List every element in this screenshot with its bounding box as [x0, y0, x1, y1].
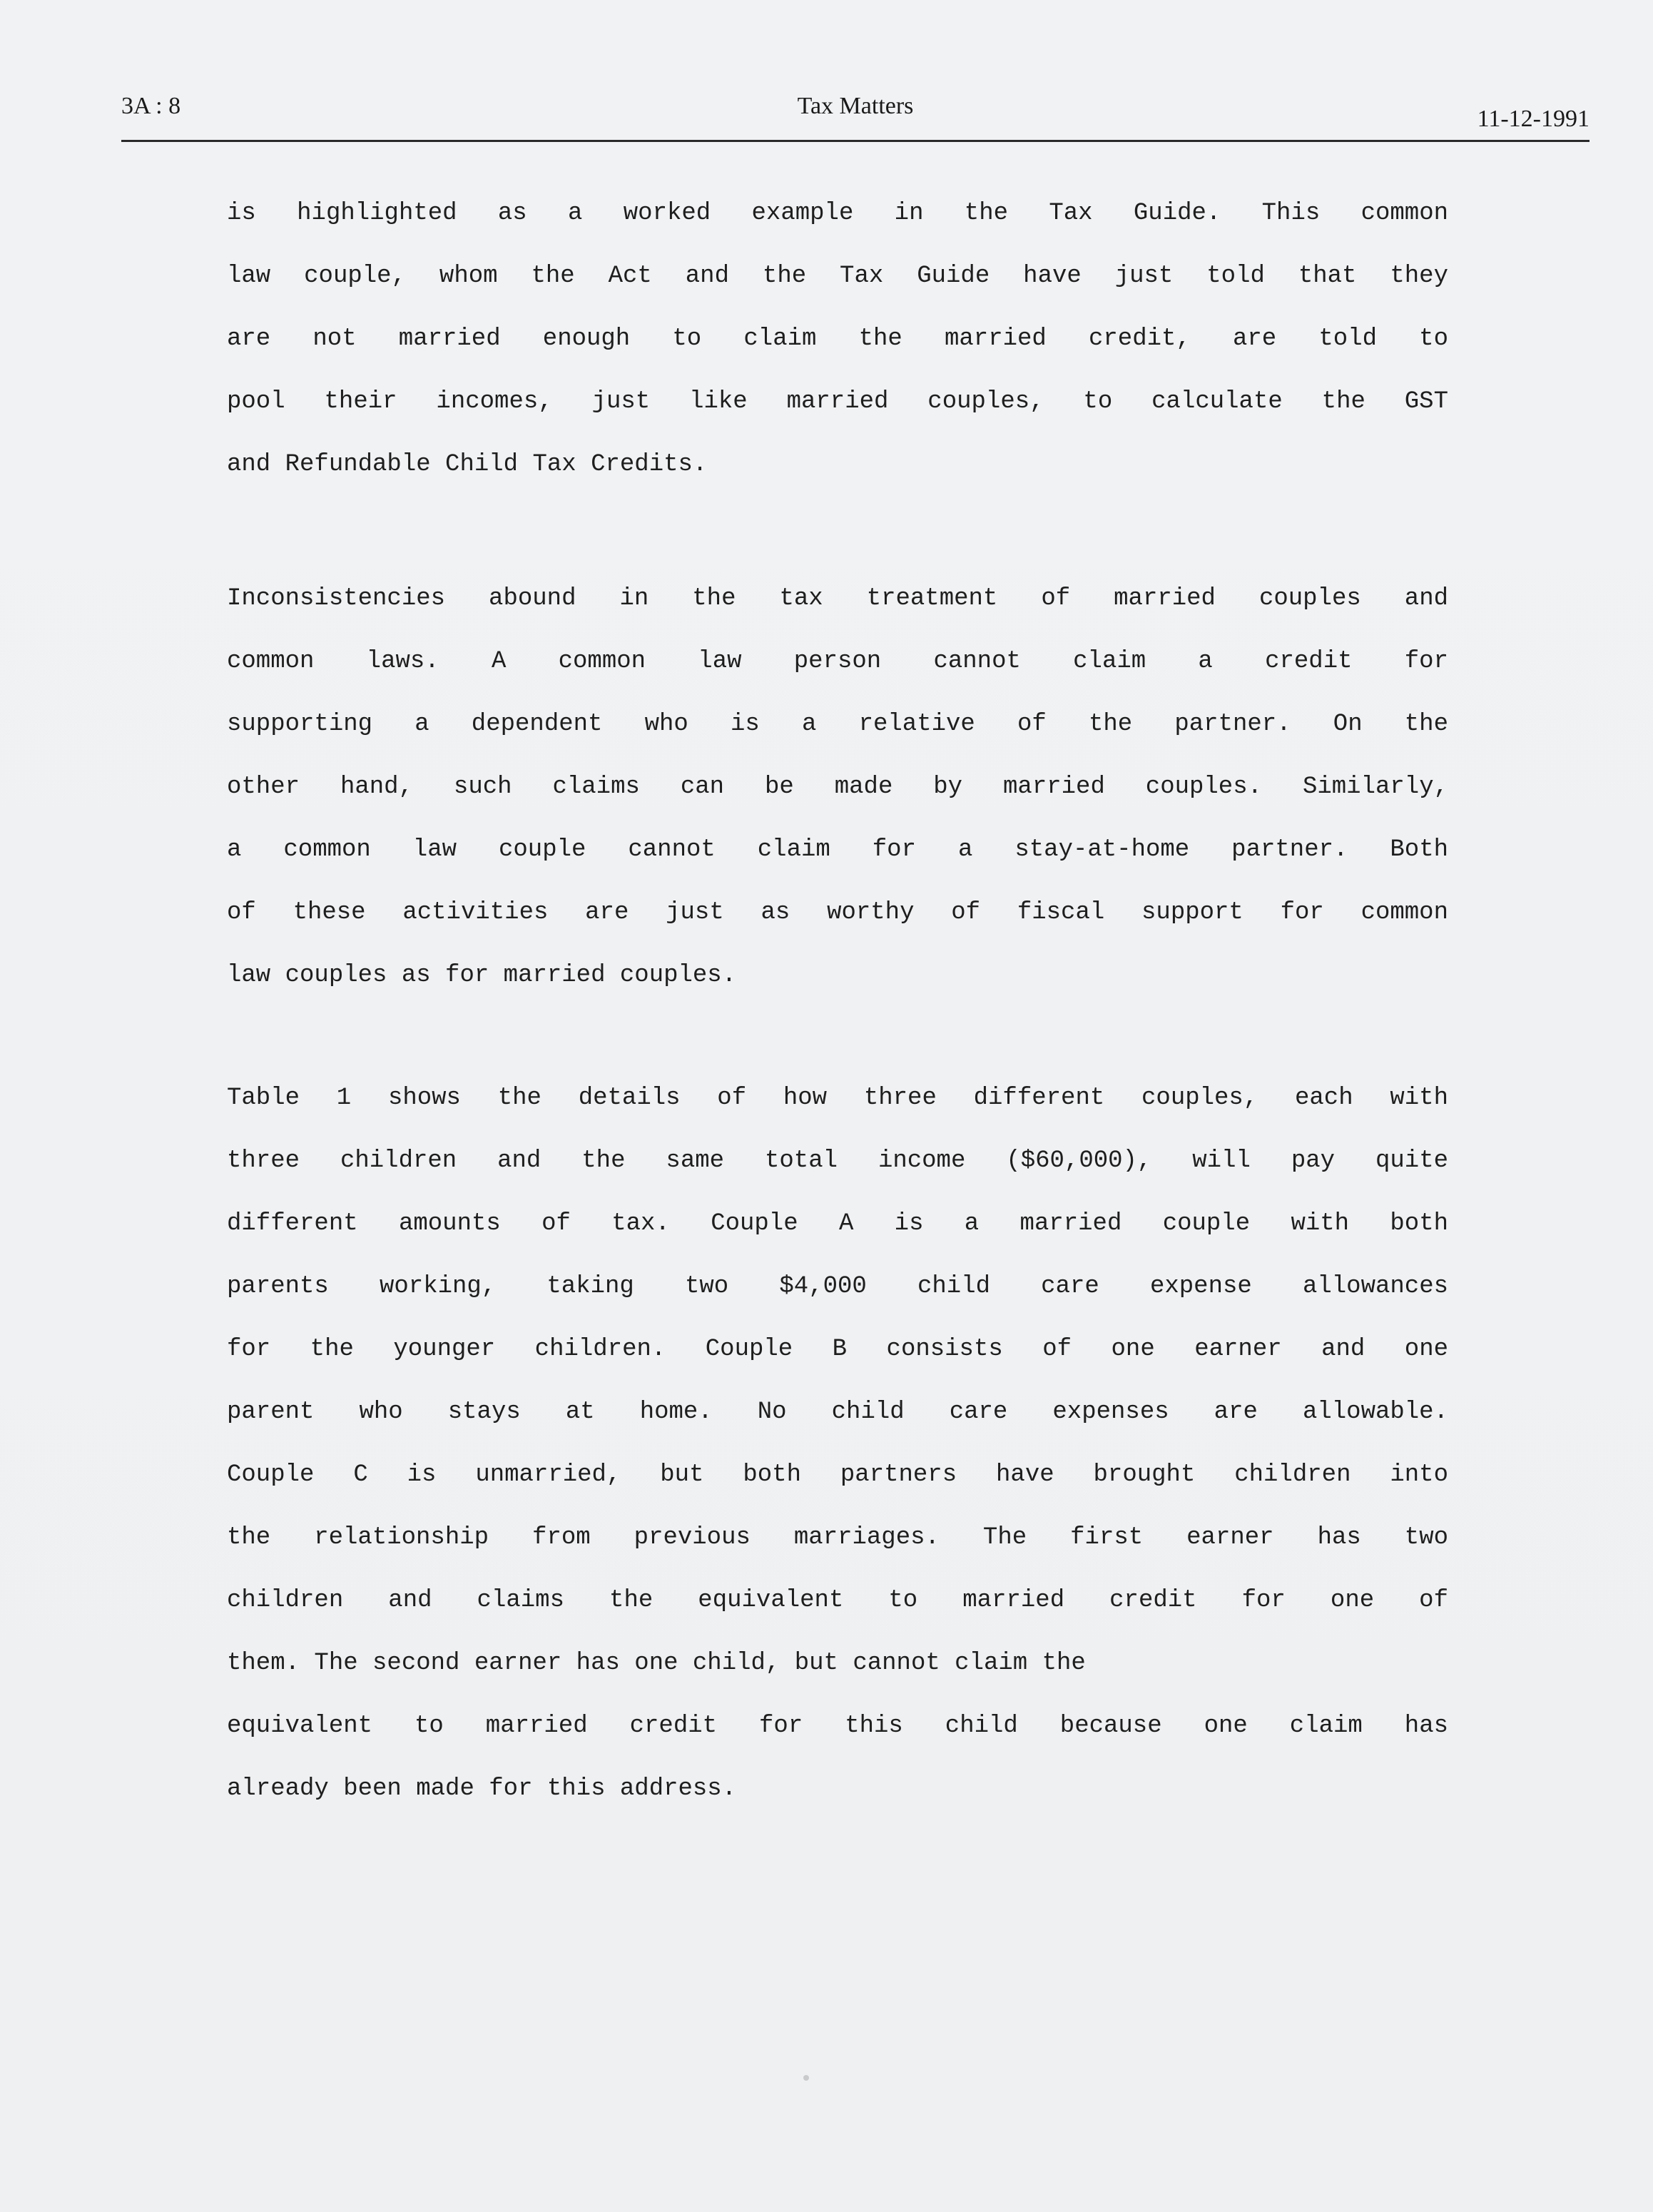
text-line: supporting a dependent who is a relative of the partner. On the	[227, 711, 1448, 738]
text-line: parent who stays at home. No child care expenses are allowable.	[227, 1399, 1448, 1426]
section-number: 3A : 8	[121, 93, 181, 119]
text-line: equivalent to married credit for this child because one claim has	[227, 1713, 1448, 1740]
running-title: Tax Matters	[797, 93, 914, 119]
text-line: already been made for this address.	[227, 1775, 737, 1802]
text-line: law couples as for married couples.	[227, 962, 737, 989]
text-line: pool their incomes, just like married couples, to calculate the GST	[227, 388, 1448, 415]
text-line: Inconsistencies abound in the tax treatment of married couples and	[227, 585, 1448, 612]
text-line: other hand, such claims can be made by married couples. Similarly,	[227, 773, 1448, 801]
text-line: for the younger children. Couple B consists of one earner and one	[227, 1336, 1448, 1363]
paragraph-3	[227, 1067, 1448, 1820]
text-line: common laws. A common law person cannot claim a credit for	[227, 648, 1448, 675]
text-line: Couple C is unmarried, but both partners have brought children into	[227, 1461, 1448, 1488]
text-line: three children and the same total income ($60,000), will pay quite	[227, 1147, 1448, 1175]
paragraph-1	[227, 182, 1448, 496]
paragraph-2	[227, 567, 1448, 1007]
text-line: a common law couple cannot claim for a stay-at-home partner. Both	[227, 836, 1448, 863]
text-line: law couple, whom the Act and the Tax Guide have just told that they	[227, 263, 1448, 290]
paper-speck	[803, 2075, 809, 2081]
text-line: are not married enough to claim the married credit, are told to	[227, 325, 1448, 352]
text-line: different amounts of tax. Couple A is a married couple with both	[227, 1210, 1448, 1237]
text-line: them. The second earner has one child, but cannot claim the	[227, 1650, 1086, 1677]
text-line: Table 1 shows the details of how three different couples, each with	[227, 1085, 1448, 1112]
page-header	[121, 93, 1590, 143]
text-line: parents working, taking two $4,000 child care expense allowances	[227, 1273, 1448, 1300]
text-line: of these activities are just as worthy of fiscal support for common	[227, 899, 1448, 926]
header-date: 11-12-1991	[1477, 106, 1590, 132]
text-line: children and claims the equivalent to married credit for one of	[227, 1587, 1448, 1614]
header-rule	[121, 140, 1590, 142]
text-line: is highlighted as a worked example in the Tax Guide. This common	[227, 200, 1448, 227]
text-line: the relationship from previous marriages. The first earner has two	[227, 1524, 1448, 1551]
text-line: and Refundable Child Tax Credits.	[227, 451, 708, 478]
